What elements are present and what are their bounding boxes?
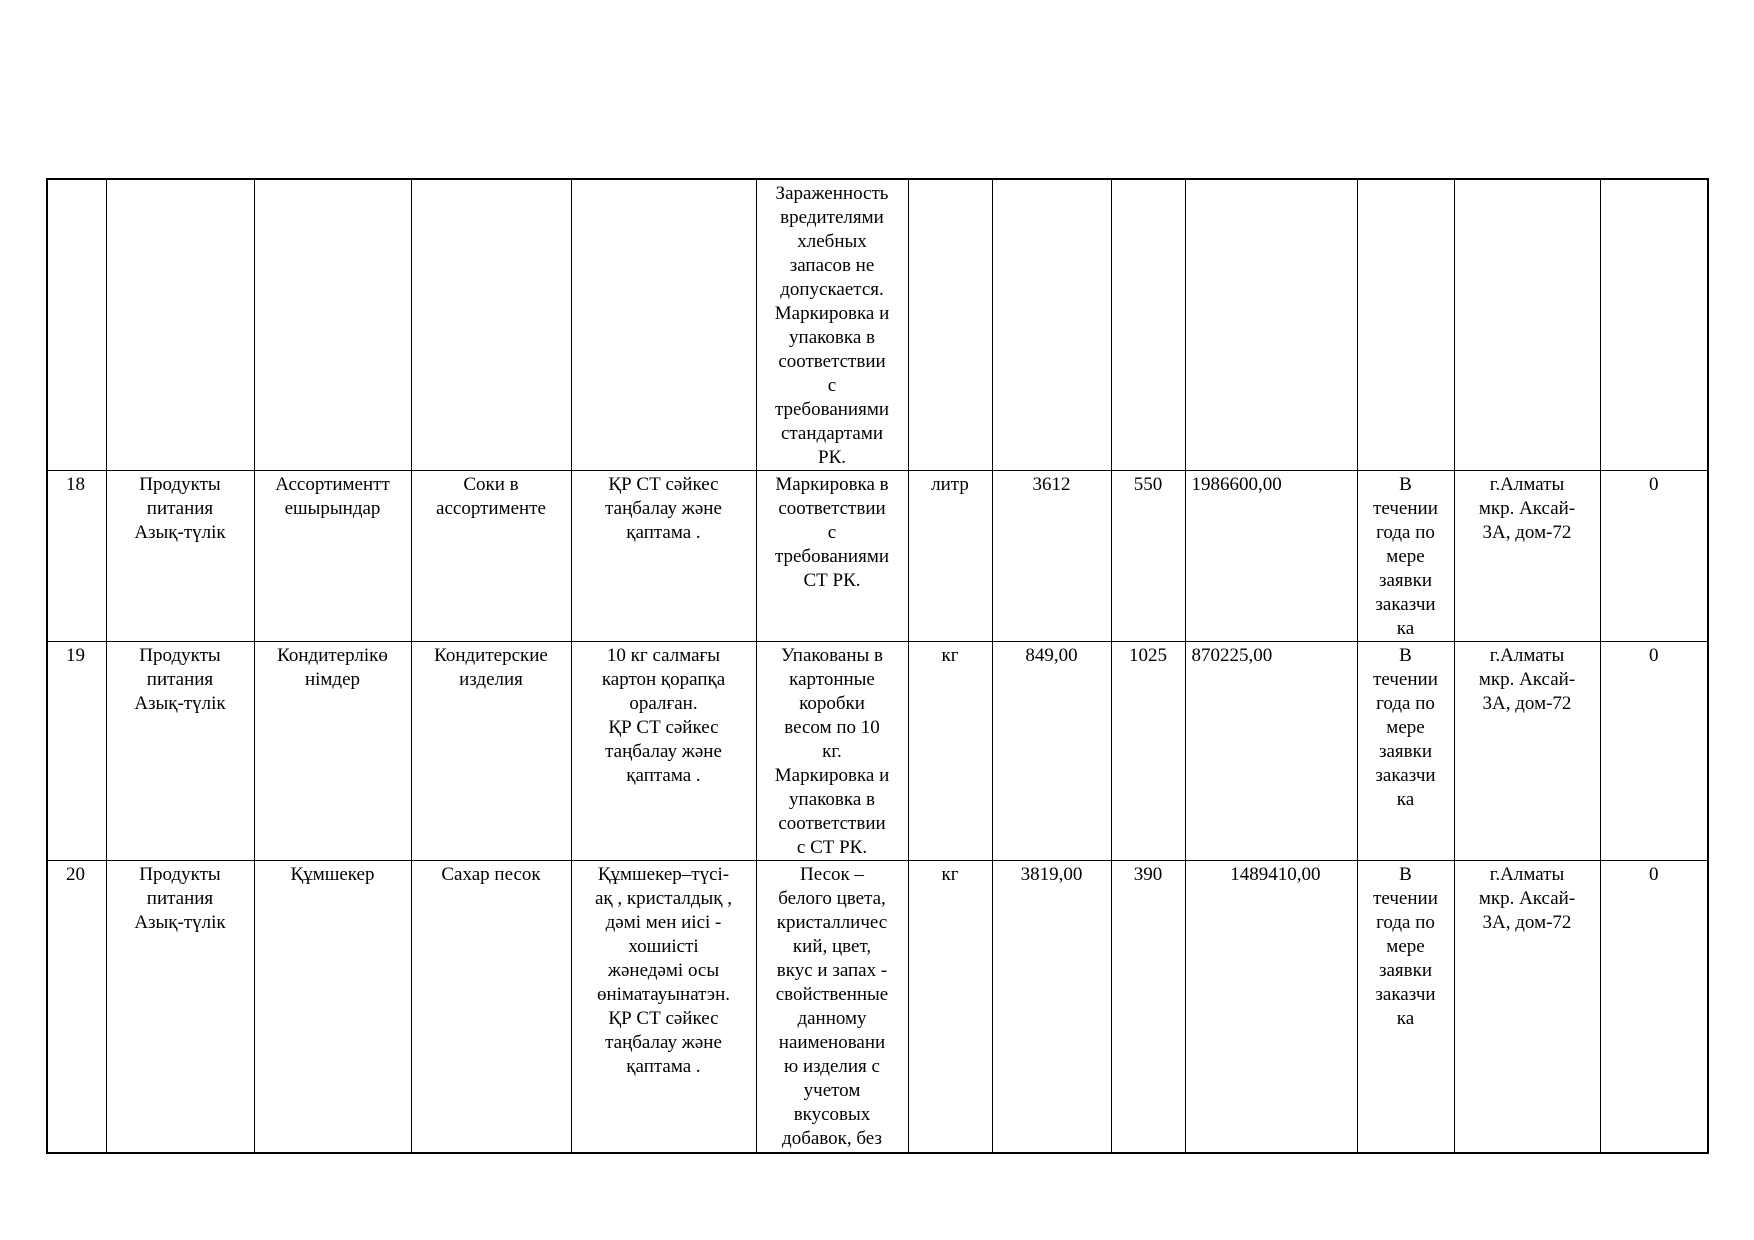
sum-cell: 1986600,00 [1185,471,1357,642]
row-number: 18 [47,471,106,642]
name-kz-cell: Кондитерлікө німдер [254,642,411,861]
category-cell: Продукты питания Азық-түлік [106,642,254,861]
table-row [47,861,1708,1153]
category-cell: Продукты питания Азық-түлік [106,471,254,642]
unit-cell [908,179,992,471]
table-row [47,179,1708,471]
name-ru-cell: Кондитерские изделия [411,642,571,861]
procurement-table [46,178,1709,1154]
sum-cell: 870225,00 [1185,642,1357,861]
price-cell [1111,179,1185,471]
quantity-cell: 3612 [992,471,1111,642]
sum-cell [1185,179,1357,471]
name-kz-cell: Құмшекер [254,861,411,1153]
advance-cell: 0 [1600,861,1708,1153]
spec-kz-cell: ҚР СТ сәйкес таңбалау және қаптама . [571,471,756,642]
delivery-term-cell [1357,179,1454,471]
name-ru-cell [411,179,571,471]
name-kz-cell [254,179,411,471]
advance-cell [1600,179,1708,471]
advance-cell: 0 [1600,471,1708,642]
price-cell: 390 [1111,861,1185,1153]
table-row [47,471,1708,642]
row-number: 19 [47,642,106,861]
delivery-address-cell: г.Алматы мкр. Аксай- 3А, дом-72 [1454,471,1600,642]
delivery-address-cell: г.Алматы мкр. Аксай- 3А, дом-72 [1454,861,1600,1153]
spec-kz-cell [571,179,756,471]
price-cell: 550 [1111,471,1185,642]
category-cell [106,179,254,471]
quantity-cell [992,179,1111,471]
row-number: 20 [47,861,106,1153]
delivery-address-cell [1454,179,1600,471]
unit-cell: кг [908,861,992,1153]
delivery-term-cell: В течении года по мере заявки заказчи ка [1357,471,1454,642]
unit-cell: литр [908,471,992,642]
spec-ru-cell: Упакованы в картонные коробки весом по 10 кг. Маркировка и упаковка в соответствии с СТ РК. [756,642,908,861]
unit-cell: кг [908,642,992,861]
spec-ru-cell: Зараженность вредителями хлебных запасов не допускается. Маркировка и упаковка в соответствии с требованиями стандартами РК. [756,179,908,471]
price-cell: 1025 [1111,642,1185,861]
category-cell: Продукты питания Азық-түлік [106,861,254,1153]
advance-cell: 0 [1600,642,1708,861]
name-ru-cell: Сахар песок [411,861,571,1153]
name-ru-cell: Соки в ассортименте [411,471,571,642]
table-row [47,642,1708,861]
delivery-address-cell: г.Алматы мкр. Аксай- 3А, дом-72 [1454,642,1600,861]
delivery-term-cell: В течении года по мере заявки заказчи ка [1357,861,1454,1153]
spec-kz-cell: 10 кг салмағы картон қорапқа оралған. ҚР СТ сәйкес таңбалау және қаптама . [571,642,756,861]
delivery-term-cell: В течении года по мере заявки заказчи ка [1357,642,1454,861]
quantity-cell: 849,00 [992,642,1111,861]
row-number [47,179,106,471]
spec-kz-cell: Құмшекер–түсі- ақ , кристалдық , дәмі мен иісі - хошиісті жәнедәмі осы өніматауынатэн. ҚР СТ сәйкес таңбалау және қаптама . [571,861,756,1153]
spec-ru-cell: Песок – белого цвета, кристалличес кий, цвет, вкус и запах - свойственные данному наименовани ю изделия с учетом вкусовых добавок, без [756,861,908,1153]
name-kz-cell: Ассортиментт ешырындар [254,471,411,642]
sum-cell: 1489410,00 [1185,861,1357,1153]
spec-ru-cell: Маркировка в соответствии с требованиями СТ РК. [756,471,908,642]
quantity-cell: 3819,00 [992,861,1111,1153]
